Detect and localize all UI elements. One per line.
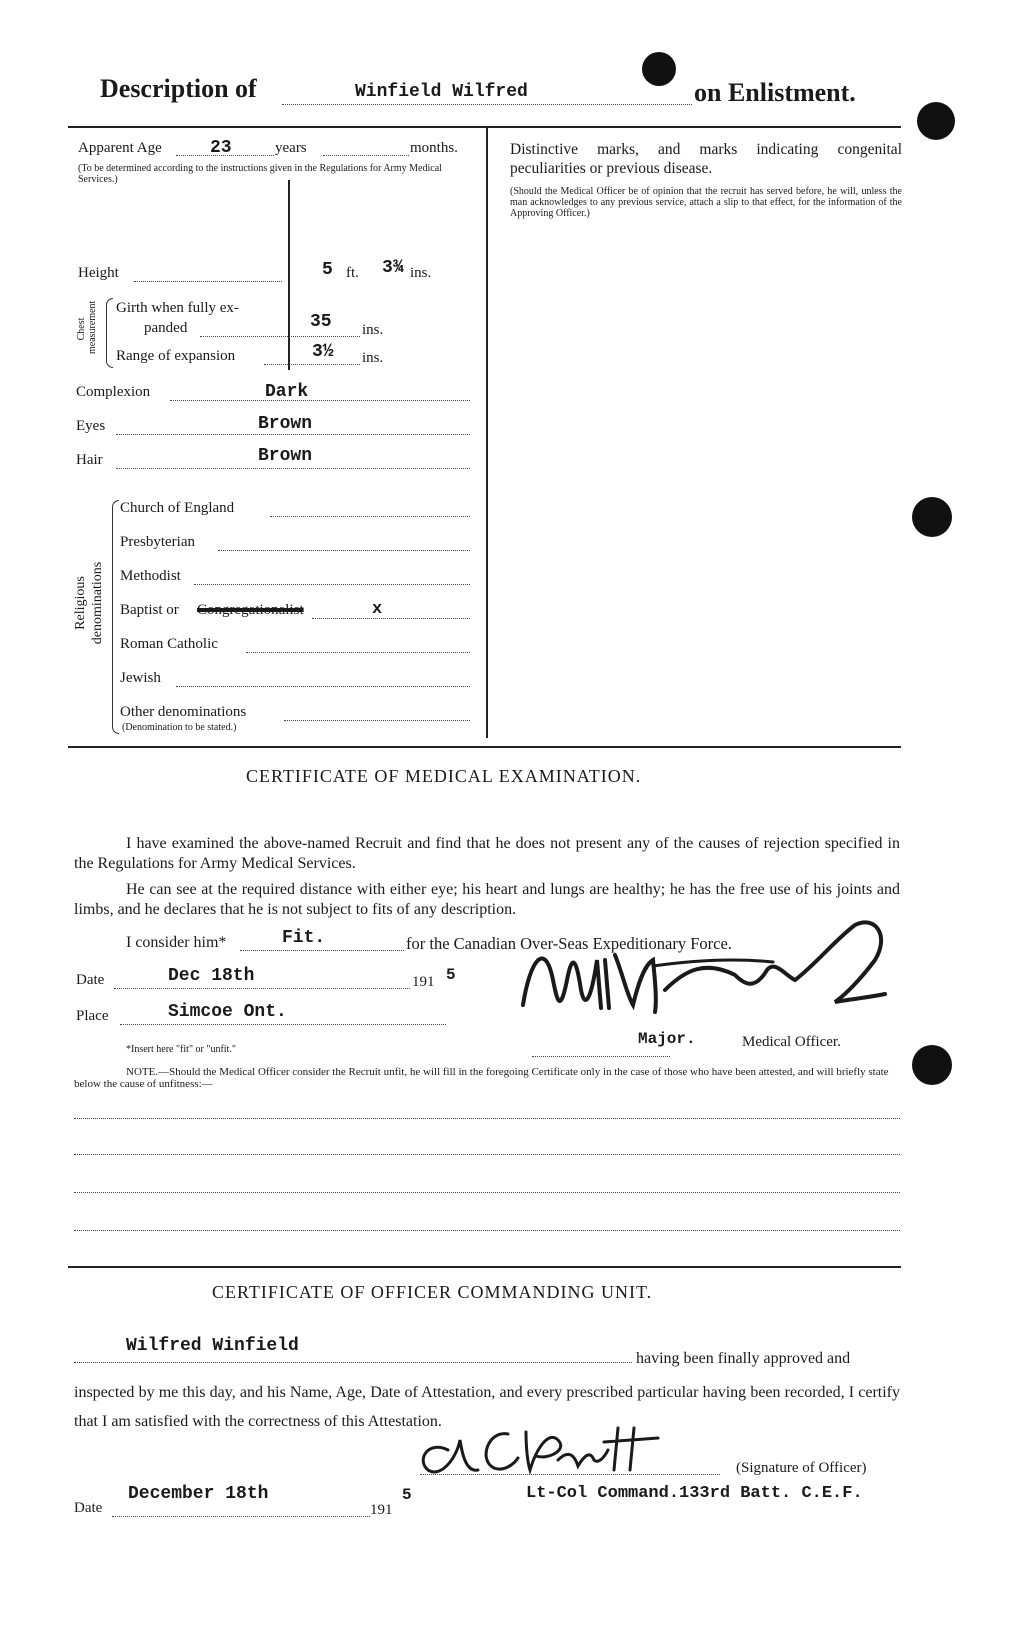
chest-brace <box>106 298 113 368</box>
religion-line <box>218 550 470 551</box>
age-note: (To be determined according to the instructions given in the Regulations for Army Medical Services.) <box>78 163 442 185</box>
place-label: Place <box>76 1008 109 1024</box>
religion-line <box>270 516 470 517</box>
commanding-officer-title: Lt-Col Command.133rd Batt. C.E.F. <box>526 1484 863 1503</box>
year-suffix: 5 <box>446 966 456 984</box>
signature-line <box>420 1474 720 1475</box>
chest-label: Chest measurement <box>76 300 98 354</box>
year-prefix: 191 <box>412 974 435 990</box>
commanding-date-label: Date <box>74 1500 103 1516</box>
girth-line <box>200 336 360 337</box>
religion-presbyterian: Presbyterian <box>120 534 195 550</box>
ins-label: ins. <box>410 265 432 281</box>
medical-officer-label: Medical Officer. <box>742 1034 841 1050</box>
girth-label-1: Girth when fully ex- <box>116 300 239 316</box>
religion-jewish: Jewish <box>120 670 161 686</box>
range-line <box>264 364 360 365</box>
punch-hole <box>912 1045 952 1085</box>
consider-value: Fit. <box>282 928 326 948</box>
religion-brace <box>112 500 119 734</box>
religion-label: Religious denominations <box>73 561 105 645</box>
religion-baptist: Baptist or <box>120 602 179 618</box>
height-ft-value: 5 <box>322 260 333 280</box>
commanding-title: CERTIFICATE OF OFFICER COMMANDING UNIT. <box>212 1282 653 1302</box>
height-label: Height <box>78 265 119 281</box>
complexion-label: Complexion <box>76 384 151 400</box>
commanding-officer-signature <box>408 1420 708 1480</box>
age-value: 23 <box>210 138 232 158</box>
header-name: Winfield Wilfred <box>355 82 528 102</box>
girth-ins-label: ins. <box>362 322 384 338</box>
top-rule <box>68 126 901 128</box>
eyes-value: Brown <box>258 414 313 434</box>
commanding-year-prefix: 191 <box>370 1502 393 1518</box>
commanding-text-2: inspected by me this day, and his Name, Age, Date of Attestation, and every prescribed particular having been recorded, I certify that I am satisfied with the correctness of this Attestation. <box>74 1384 900 1430</box>
medical-rank: Major. <box>638 1030 696 1048</box>
signature-line <box>532 1056 670 1057</box>
eyes-line <box>116 434 470 435</box>
religion-baptist-mark: x <box>372 600 383 619</box>
medical-note: NOTE.—Should the Medical Officer consider the Recruit unfit, he will fill in the foregoing Certificate only in the case of those who have been attested, and will briefly state below the cause of unfitness:— <box>74 1066 889 1090</box>
header-suffix: on Enlistment. <box>694 78 856 107</box>
months-label: months. <box>410 140 458 156</box>
marks-note: (Should the Medical Officer be of opinion that the recruit has served before, he will, unless the man acknowledges to any previous service, attach a slip to that effect, for the information of the Approving Officer.) <box>510 186 902 219</box>
section-rule <box>68 746 901 748</box>
girth-value: 35 <box>310 312 332 332</box>
range-value: 3½ <box>312 342 334 362</box>
religion-methodist: Methodist <box>120 568 181 584</box>
religion-line <box>284 720 470 721</box>
punch-hole <box>642 52 676 86</box>
punch-hole <box>917 102 955 140</box>
commanding-text-1: having been finally approved and <box>636 1350 851 1367</box>
religion-line <box>176 686 470 687</box>
commanding-year-suffix: 5 <box>402 1486 412 1504</box>
medical-title: CERTIFICATE OF MEDICAL EXAMINATION. <box>246 766 642 786</box>
height-line <box>134 281 282 282</box>
commanding-date-line <box>112 1516 370 1517</box>
medical-para-1: I have examined the above-named Recruit and find that he does not present any of the causes of rejection specified in the Regulations for Army Medical Services. <box>74 835 900 872</box>
medical-officer-signature <box>505 920 905 1035</box>
center-divider <box>486 126 488 738</box>
place-value: Simcoe Ont. <box>168 1002 287 1022</box>
religion-other-note: (Denomination to be stated.) <box>122 722 237 733</box>
date-line <box>114 988 410 989</box>
eyes-label: Eyes <box>76 418 106 434</box>
note-line <box>74 1118 900 1119</box>
complexion-value: Dark <box>265 382 309 402</box>
commanding-name: Wilfred Winfield <box>126 1336 299 1356</box>
place-line <box>120 1024 446 1025</box>
religion-line <box>194 584 470 585</box>
medical-para-2: He can see at the required distance with either eye; his heart and lungs are healthy; he has the free use of his joints and limbs, and he declares that he is not subject to fits of any description. <box>74 881 900 918</box>
note-line <box>74 1230 900 1231</box>
months-line <box>323 155 409 156</box>
marks-heading: Distinctive marks, and marks indicating congenital peculiarities or previous disease. <box>510 141 902 177</box>
religion-baptist-strike: Congregationalist <box>197 602 304 618</box>
commanding-name-line <box>74 1362 632 1363</box>
hair-value: Brown <box>258 446 313 466</box>
consider-line <box>240 950 404 951</box>
insert-note: *Insert here "fit" or "unfit." <box>126 1044 236 1055</box>
range-ins-label: ins. <box>362 350 384 366</box>
note-line <box>74 1192 900 1193</box>
header-name-line <box>282 104 692 105</box>
note-line <box>74 1154 900 1155</box>
date-value: Dec 18th <box>168 966 255 986</box>
range-label: Range of expansion <box>116 348 236 364</box>
section-rule <box>68 1266 901 1268</box>
force-label: for the Canadian Over-Seas Expeditionary Force. <box>406 934 732 953</box>
ft-label: ft. <box>346 265 359 281</box>
date-label: Date <box>76 972 105 988</box>
hair-line <box>116 468 470 469</box>
religion-line <box>312 618 470 619</box>
years-label: years <box>275 140 307 156</box>
age-label: Apparent Age <box>78 140 162 156</box>
religion-church-of-england: Church of England <box>120 500 235 516</box>
measure-divider <box>288 180 290 370</box>
religion-line <box>246 652 470 653</box>
punch-hole <box>912 497 952 537</box>
religion-roman-catholic: Roman Catholic <box>120 636 218 652</box>
signature-label: (Signature of Officer) <box>736 1460 867 1476</box>
height-in-value: 3¾ <box>382 258 404 278</box>
hair-label: Hair <box>76 452 103 468</box>
religion-other: Other denominations <box>120 704 247 720</box>
commanding-date-value: December 18th <box>128 1484 269 1504</box>
header-prefix: Description of <box>100 74 257 103</box>
consider-label: I consider him* <box>126 934 227 951</box>
girth-label-2: panded <box>144 320 188 336</box>
complexion-line <box>170 400 470 401</box>
